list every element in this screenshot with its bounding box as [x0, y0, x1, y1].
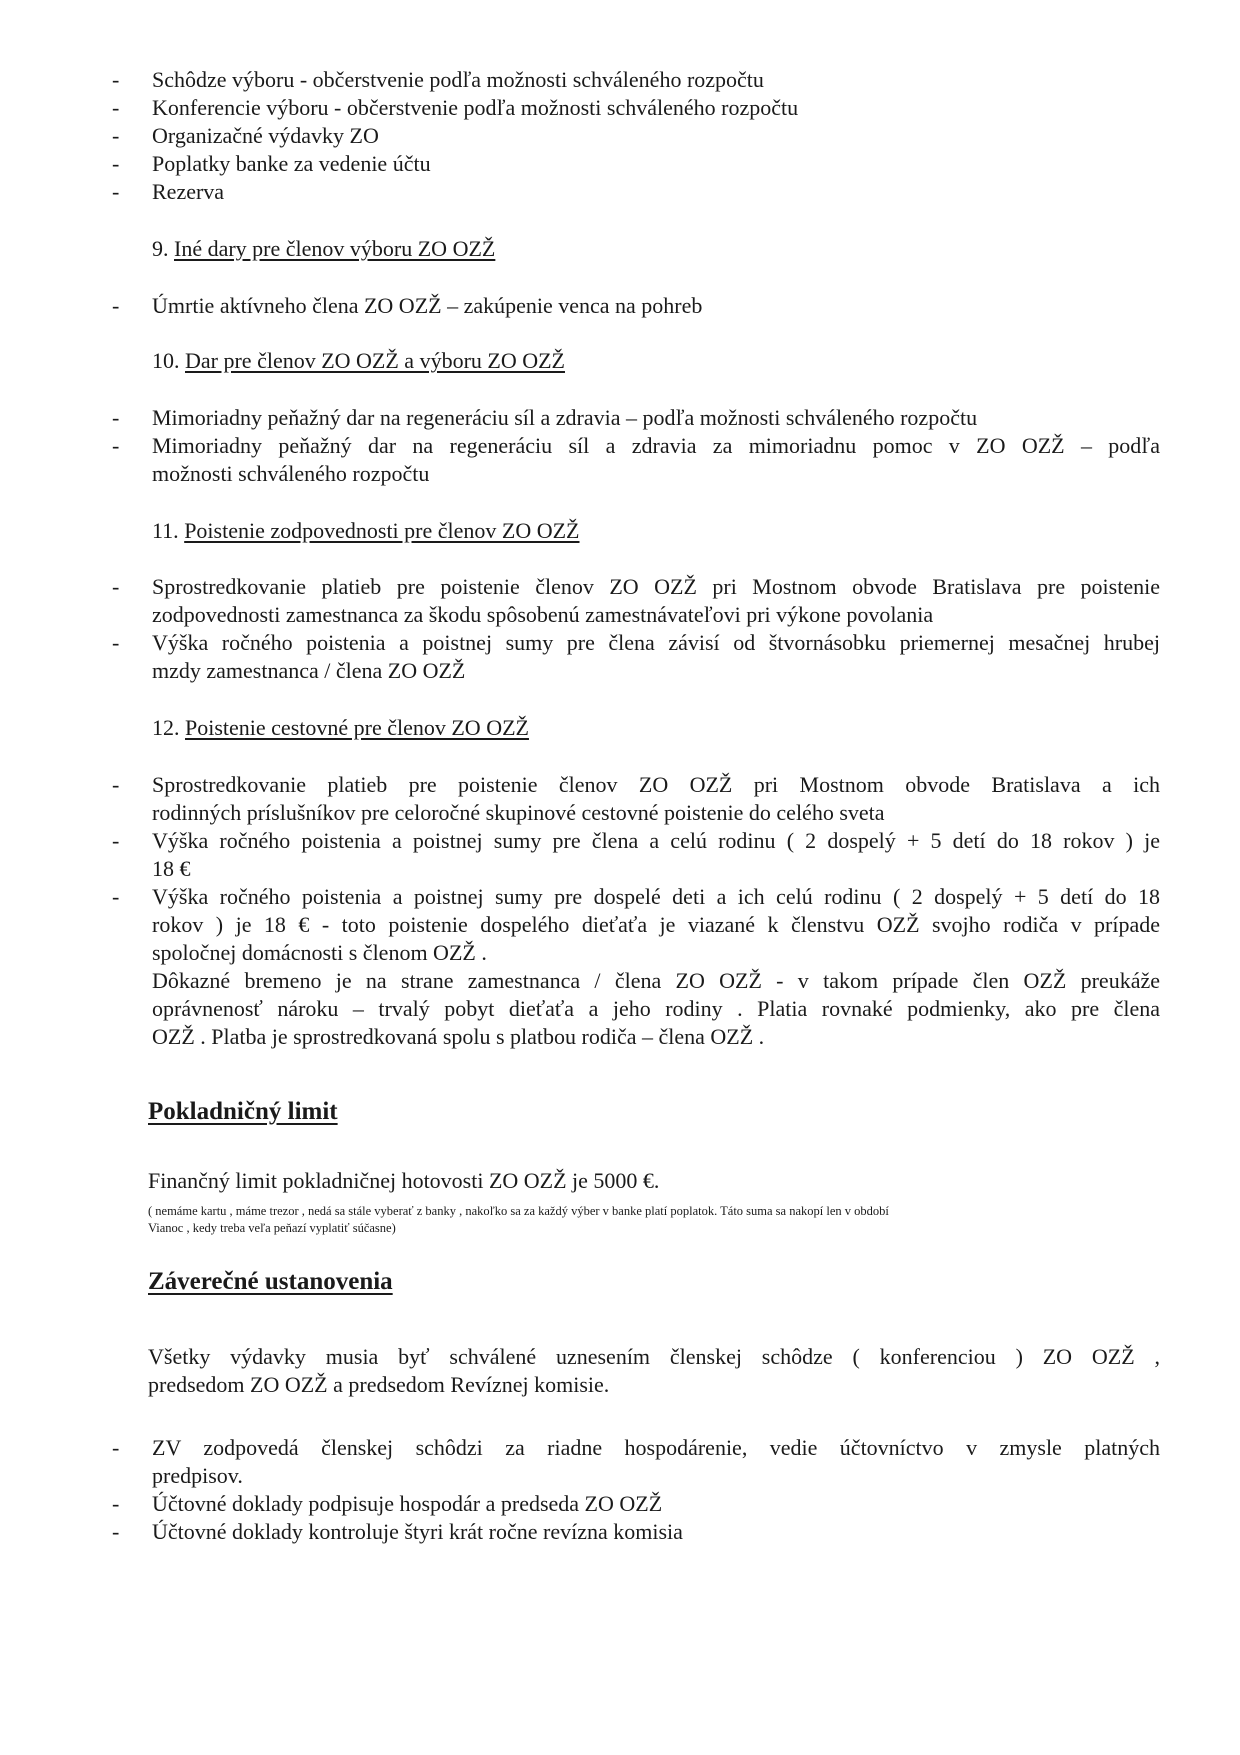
- list-item-text: spoločnej domácnosti s členom OZŽ .: [152, 940, 487, 965]
- cash-limit-note-line: ( nemáme kartu , máme trezor , nedá sa stále vyberať z banky , nakoľko sa za každý výber v banke platí poplatok. Táto suma sa nakopí len v období: [148, 1204, 889, 1218]
- cash-limit-text: Finančný limit pokladničnej hotovosti ZO OZŽ je 5000 €.: [148, 1168, 660, 1193]
- list-item-text: Sprostredkovanie platieb pre poistenie členov ZO OZŽ pri Mostnom obvode Bratislava a ich: [152, 772, 1160, 797]
- list-item-text: OZŽ . Platba je sprostredkovaná spolu s platbou rodiča – člena OZŽ .: [152, 1024, 765, 1049]
- list-item-text: Účtovné doklady podpisuje hospodár a predseda ZO OZŽ: [152, 1491, 663, 1516]
- bullet-dash: -: [112, 1519, 120, 1544]
- bullet-dash: -: [112, 405, 120, 430]
- cash-limit-note-line: Vianoc , kedy treba veľa peňazí vyplatiť súčasne): [148, 1221, 396, 1235]
- list-item-text: mzdy zamestnanca / člena ZO OZŽ: [152, 658, 466, 683]
- list-item-text: Mimoriadny peňažný dar na regeneráciu síl a zdravia za mimoriadnu pomoc v ZO OZŽ – podľa: [152, 433, 1160, 458]
- bullet-dash: -: [112, 630, 120, 655]
- section-11-heading: [152, 517, 580, 545]
- section-number: 9.: [152, 236, 169, 261]
- bullet-dash: -: [112, 1491, 120, 1516]
- list-item-text: Poplatky banke za vedenie účtu: [152, 151, 431, 176]
- section-10-heading: [152, 347, 565, 375]
- list-item-text: zodpovednosti zamestnanca za škodu spôsobenú zamestnávateľovi pri výkone povolania: [152, 602, 934, 627]
- list-item-text: Mimoriadny peňažný dar na regeneráciu síl a zdravia – podľa možnosti schváleného rozpočtu: [152, 405, 978, 430]
- bullet-dash: -: [112, 772, 120, 797]
- list-item-text: Úmrtie aktívneho člena ZO OZŽ – zakúpenie venca na pohreb: [152, 293, 703, 318]
- section-title: Iné dary pre členov výboru ZO OZŽ: [174, 236, 496, 261]
- section-12-heading: [152, 714, 529, 742]
- list-item-text: Rezerva: [152, 179, 225, 204]
- bullet-dash: -: [112, 67, 120, 92]
- bullet-dash: -: [112, 884, 120, 909]
- section-number: 11.: [152, 518, 179, 543]
- bullet-dash: -: [112, 151, 120, 176]
- cash-limit-heading: [148, 1097, 338, 1127]
- list-item-text: Sprostredkovanie platieb pre poistenie členov ZO OZŽ pri Mostnom obvode Bratislava pre poistenie: [152, 574, 1160, 599]
- bullet-dash: -: [112, 1435, 120, 1460]
- list-item-text: Schôdze výboru - občerstvenie podľa možnosti schváleného rozpočtu: [152, 67, 764, 92]
- list-item-text: predpisov.: [152, 1463, 243, 1488]
- final-provisions-heading: [148, 1267, 393, 1297]
- bullet-dash: -: [112, 95, 120, 120]
- list-item-text: 18 €: [152, 856, 191, 881]
- list-item-text: Organizačné výdavky ZO: [152, 123, 379, 148]
- bullet-dash: -: [112, 293, 120, 318]
- bullet-dash: -: [112, 123, 120, 148]
- list-item-text: Dôkazné bremeno je na strane zamestnanca / člena ZO OZŽ - v takom prípade člen OZŽ preukáže: [152, 968, 1160, 993]
- list-item-text: oprávnenosť nároku – trvalý pobyt dieťaťa a jeho rodiny . Platia rovnaké podmienky, ako pre člena: [152, 996, 1160, 1021]
- list-item-text: možnosti schváleného rozpočtu: [152, 461, 430, 486]
- bullet-dash: -: [112, 433, 120, 458]
- list-item-text: Výška ročného poistenia a poistnej sumy pre člena a celú rodinu ( 2 dospelý + 5 detí do 18 rokov ) je: [152, 828, 1160, 853]
- list-item-text: rodinných príslušníkov pre celoročné skupinové cestovné poistenie do celého sveta: [152, 800, 885, 825]
- bullet-dash: -: [112, 179, 120, 204]
- list-item-text: rokov ) je 18 € - toto poistenie dospelého dieťaťa je viazané k členstvu OZŽ svojho rodiča v prípade: [152, 912, 1160, 937]
- list-item-text: Výška ročného poistenia a poistnej sumy pre člena závisí od štvornásobku priemernej mesačnej hrubej: [152, 630, 1160, 655]
- section-9-heading: [152, 235, 495, 263]
- section-title: Poistenie cestovné pre členov ZO OZŽ: [185, 715, 529, 740]
- list-item-text: Účtovné doklady kontroluje štyri krát ročne revízna komisia: [152, 1519, 683, 1544]
- section-number: 12.: [152, 715, 180, 740]
- list-item-text: ZV zodpovedá členskej schôdzi za riadne hospodárenie, vedie účtovníctvo v zmysle platných: [152, 1435, 1160, 1460]
- section-heading-text: Pokladničný limit: [148, 1098, 338, 1125]
- bullet-dash: -: [112, 828, 120, 853]
- section-heading-text: Záverečné ustanovenia: [148, 1268, 393, 1295]
- final-paragraph-line: Všetky výdavky musia byť schválené uznesením členskej schôdze ( konferenciou ) ZO OZŽ ,: [148, 1344, 1160, 1369]
- section-number: 10.: [152, 348, 180, 373]
- section-title: Dar pre členov ZO OZŽ a výboru ZO OZŽ: [185, 348, 565, 373]
- bullet-dash: -: [112, 574, 120, 599]
- list-item-text: Výška ročného poistenia a poistnej sumy pre dospelé deti a ich celú rodinu ( 2 dospelý + 5 detí do 18: [152, 884, 1160, 909]
- section-title: Poistenie zodpovednosti pre členov ZO OZŽ: [184, 518, 580, 543]
- list-item-text: Konferencie výboru - občerstvenie podľa možnosti schváleného rozpočtu: [152, 95, 799, 120]
- final-paragraph-line: predsedom ZO OZŽ a predsedom Revíznej komisie.: [148, 1372, 610, 1397]
